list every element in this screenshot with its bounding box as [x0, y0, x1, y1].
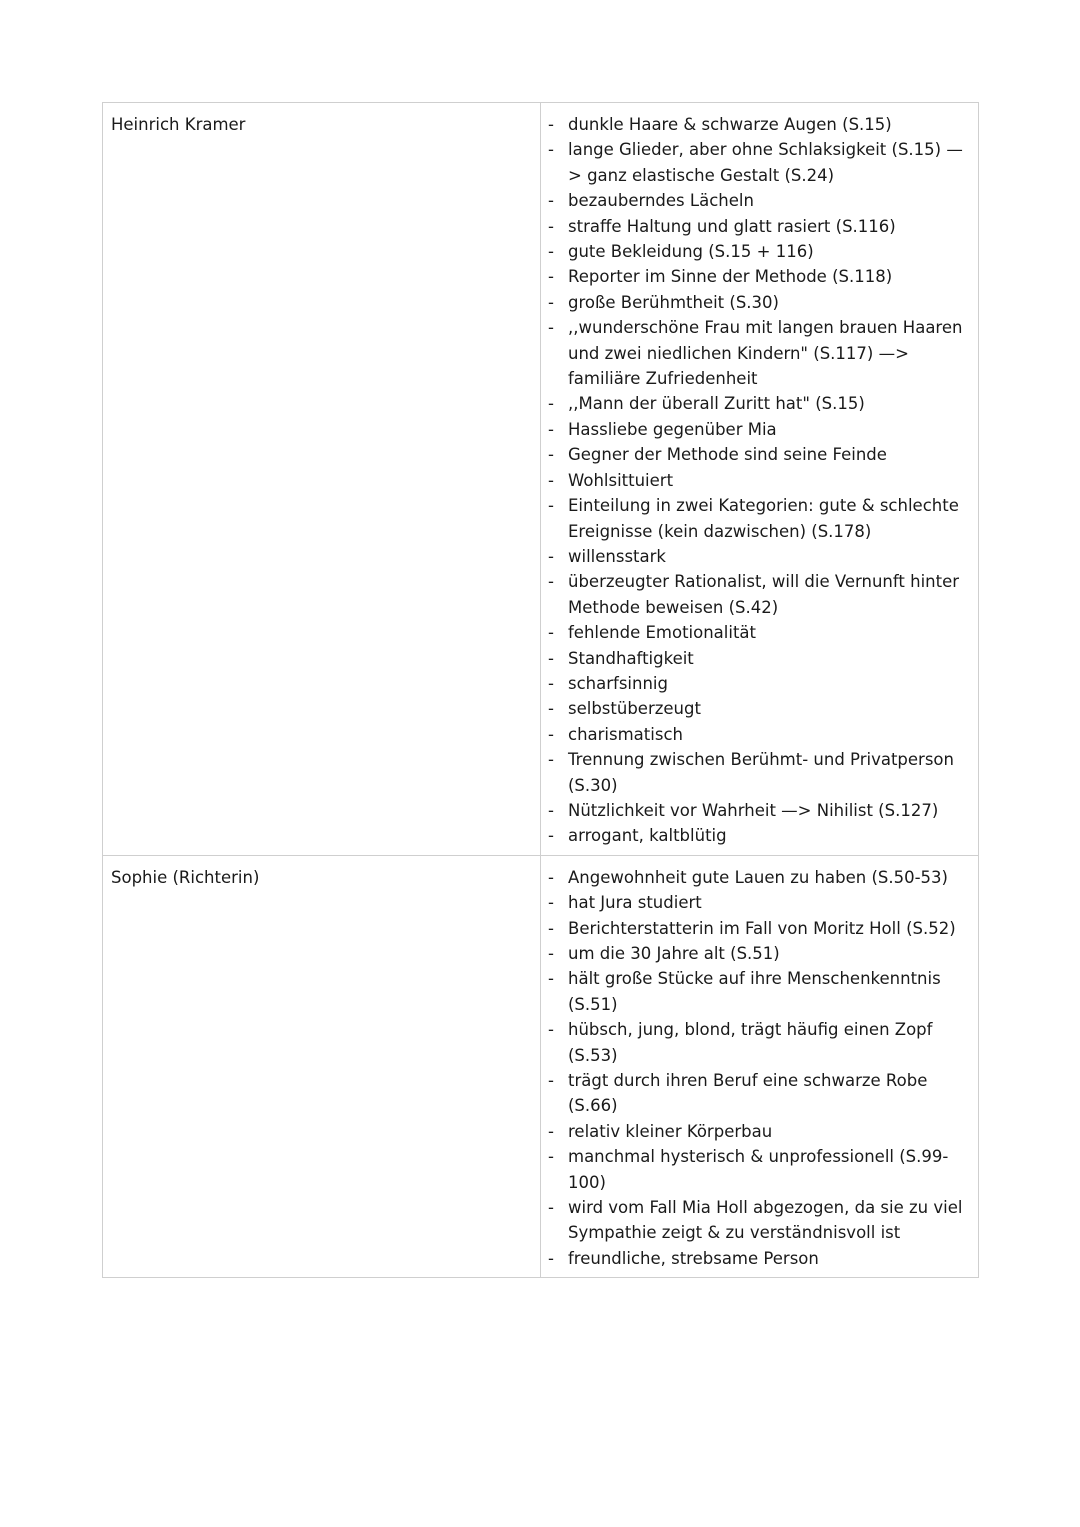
trait-item: [541, 239, 972, 264]
trait-text: selbstüberzeugt: [568, 699, 701, 719]
trait-text: um die 30 Jahre alt (S.51): [568, 944, 780, 963]
trait-item: [541, 290, 972, 315]
trait-text: hübsch, jung, blond, trägt häufig einen Zopf (S.53): [568, 1020, 933, 1065]
bullet-dash: -: [548, 572, 554, 592]
trait-item: [541, 493, 972, 544]
trait-item: [541, 722, 972, 747]
trait-item: [541, 1246, 972, 1271]
bullet-dash: -: [548, 216, 554, 236]
trait-item: [541, 1119, 972, 1144]
trait-item: [541, 671, 972, 696]
trait-text: manchmal hysterisch & unprofessionell (S.99-100): [568, 1147, 949, 1192]
trait-item: [541, 137, 972, 188]
trait-text: freundliche, strebsame Person: [568, 1248, 819, 1268]
bullet-dash: -: [548, 826, 554, 846]
bullet-dash: -: [548, 191, 554, 211]
trait-item: [541, 214, 972, 239]
trait-text: hält große Stücke auf ihre Menschenkenntnis (S.51): [568, 969, 941, 1014]
bullet-dash: -: [548, 1121, 554, 1141]
table-row-heinrich-kramer: [103, 103, 979, 856]
trait-item: [541, 890, 972, 915]
trait-text: Standhaftigkeit: [568, 648, 694, 668]
trait-item: [541, 823, 972, 848]
trait-text: gute Bekleidung (S.15 + 116): [568, 242, 814, 262]
trait-text: Trennung zwischen Berühmt- und Privatperson (S.30): [568, 750, 954, 795]
trait-list: [541, 856, 978, 1278]
trait-item: [541, 188, 972, 213]
trait-item: [541, 941, 972, 966]
character-name: Heinrich Kramer: [111, 115, 246, 134]
trait-item: [541, 620, 972, 645]
bullet-dash: -: [548, 546, 554, 566]
bullet-dash: -: [548, 944, 554, 963]
bullet-dash: -: [548, 750, 554, 770]
trait-text: Angewohnheit gute Lauen zu haben (S.50-53): [568, 867, 948, 887]
table-row-sophie: [103, 855, 979, 1278]
bullet-dash: -: [548, 115, 554, 134]
trait-item: [541, 112, 972, 137]
bullet-dash: -: [548, 242, 554, 262]
bullet-dash: -: [548, 419, 554, 439]
trait-item: [541, 865, 972, 890]
bullet-dash: -: [548, 623, 554, 643]
trait-text: lange Glieder, aber ohne Schlaksigkeit (S.15) —> ganz elastische Gestalt (S.24): [568, 140, 963, 185]
bullet-dash: -: [548, 140, 554, 160]
trait-item: [541, 315, 972, 391]
trait-item: [541, 1068, 972, 1119]
trait-text: ,,wunderschöne Frau mit langen brauen Haaren und zwei niedlichen Kindern" (S.117) —> familiäre Zufriedenheit: [568, 318, 963, 389]
bullet-dash: -: [548, 445, 554, 465]
trait-text: dunkle Haare & schwarze Augen (S.15): [568, 115, 892, 134]
bullet-dash: -: [548, 648, 554, 668]
bullet-dash: -: [548, 292, 554, 312]
trait-text: ,,Mann der überall Zuritt hat" (S.15): [568, 394, 865, 414]
bullet-dash: -: [548, 1020, 554, 1040]
trait-text: arrogant, kaltblütig: [568, 826, 727, 846]
bullet-dash: -: [548, 1147, 554, 1167]
bullet-dash: -: [548, 1198, 554, 1218]
trait-item: [541, 966, 972, 1017]
trait-text: Einteilung in zwei Kategorien: gute & schlechte Ereignisse (kein dazwischen) (S.178): [568, 496, 959, 541]
trait-text: charismatisch: [568, 724, 683, 744]
character-traits-cell: [541, 855, 979, 1278]
trait-text: bezauberndes Lächeln: [568, 191, 754, 211]
bullet-dash: -: [548, 918, 554, 938]
trait-text: Gegner der Methode sind seine Feinde: [568, 445, 887, 465]
character-name: Sophie (Richterin): [111, 867, 260, 887]
trait-item: [541, 569, 972, 620]
bullet-dash: -: [548, 867, 554, 887]
bullet-dash: -: [548, 699, 554, 719]
bullet-dash: -: [548, 1248, 554, 1268]
trait-item: [541, 646, 972, 671]
bullet-dash: -: [548, 318, 554, 338]
trait-item: [541, 264, 972, 289]
trait-item: [541, 544, 972, 569]
trait-text: straffe Haltung und glatt rasiert (S.116): [568, 216, 896, 236]
bullet-dash: -: [548, 1071, 554, 1091]
trait-item: [541, 798, 972, 823]
character-table-body: [103, 103, 979, 1278]
trait-item: [541, 747, 972, 798]
bullet-dash: -: [548, 496, 554, 516]
trait-text: wird vom Fall Mia Holl abgezogen, da sie zu viel Sympathie zeigt & zu verständnisvoll ist: [568, 1198, 963, 1243]
trait-text: scharfsinnig: [568, 673, 668, 693]
trait-item: [541, 442, 972, 467]
trait-text: Hassliebe gegenüber Mia: [568, 419, 777, 439]
trait-text: relativ kleiner Körperbau: [568, 1121, 773, 1141]
trait-item: [541, 1144, 972, 1195]
trait-text: Nützlichkeit vor Wahrheit —> Nihilist (S.127): [568, 800, 939, 820]
trait-text: trägt durch ihren Beruf eine schwarze Robe (S.66): [568, 1071, 928, 1116]
trait-text: Berichterstatterin im Fall von Moritz Holl (S.52): [568, 918, 956, 938]
bullet-dash: -: [548, 800, 554, 820]
bullet-dash: -: [548, 470, 554, 490]
trait-item: [541, 916, 972, 941]
bullet-dash: -: [548, 267, 554, 287]
character-traits-cell: [541, 103, 979, 856]
trait-item: [541, 1195, 972, 1246]
character-table: [102, 102, 979, 1278]
bullet-dash: -: [548, 969, 554, 989]
trait-item: [541, 391, 972, 416]
trait-item: [541, 417, 972, 442]
trait-item: [541, 1017, 972, 1068]
trait-list: [541, 103, 978, 855]
trait-text: große Berühmtheit (S.30): [568, 292, 779, 312]
trait-text: Wohlsittuiert: [568, 470, 674, 490]
character-name-cell: [103, 855, 541, 1278]
bullet-dash: -: [548, 724, 554, 744]
bullet-dash: -: [548, 893, 554, 913]
trait-item: [541, 468, 972, 493]
trait-text: fehlende Emotionalität: [568, 623, 757, 643]
trait-item: [541, 696, 972, 721]
trait-text: überzeugter Rationalist, will die Vernunft hinter Methode beweisen (S.42): [568, 572, 960, 617]
bullet-dash: -: [548, 673, 554, 693]
trait-text: willensstark: [568, 546, 666, 566]
trait-text: Reporter im Sinne der Methode (S.118): [568, 267, 893, 287]
character-name-cell: [103, 103, 541, 856]
bullet-dash: -: [548, 394, 554, 414]
trait-text: hat Jura studiert: [568, 893, 702, 913]
